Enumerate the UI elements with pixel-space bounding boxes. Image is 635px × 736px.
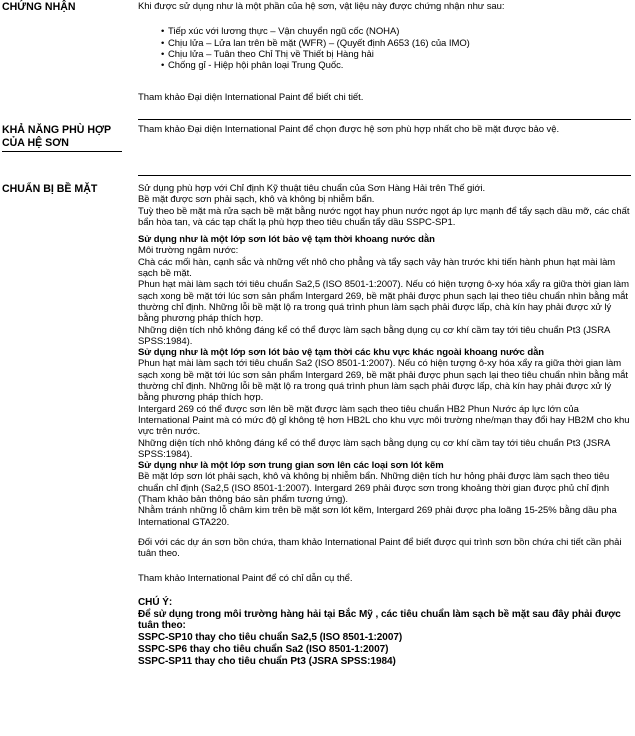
prep-paragraph: Chà các mối hàn, cạnh sắc và những vết nhô cho phẳng và tẩy sạch vảy hàn trước khi tiến hành phun hạt mài làm sạch bề mặt. bbox=[138, 256, 616, 280]
certification-body bbox=[138, 1, 631, 104]
prep-paragraph: Tham khảo International Paint để có chỉ dẫn cụ thể. bbox=[138, 572, 353, 584]
note-text: Để sử dụng trong môi trường hàng hải tại Bắc Mỹ , các tiêu chuẩn làm sạch bề mặt sau đây phải được tuân theo: bbox=[138, 608, 621, 632]
prep-paragraph: Những diện tích nhỏ không đáng kể có thể được làm sạch bằng dụng cụ cơ khí cầm tay tới tiêu chuẩn Pt3 (JSRA SPSS:1984). bbox=[138, 324, 610, 347]
heading-underline bbox=[2, 151, 122, 152]
prep-paragraph: Intergard 269 có thể được sơn lên bề mặt được làm sạch theo tiêu chuẩn HB2 Phun Nước áp lực lớn của International Paint mà có mức độ gỉ không tệ hơn HB2L cho khu vực môi trường nhe/mạn thay đổi hay HB2M cho khu vực trên nước. bbox=[138, 403, 630, 438]
list-item: • Chống gỉ - Hiệp hội phân loại Trung Quốc. bbox=[161, 60, 344, 72]
compatibility-text: Tham khảo Đại diện International Paint để chọn được hệ sơn phù hợp nhất cho bề mặt được bảo vệ. bbox=[138, 124, 560, 135]
note-line: SSPC-SP11 thay cho tiêu chuẩn Pt3 (JSRA SPSS:1984) bbox=[138, 655, 396, 667]
list-item: • Chịu lửa – Tuân theo Chỉ Thị về Thiết bị Hàng hải bbox=[161, 48, 374, 60]
subheading-ballast-tank: Sử dụng như là một lớp sơn lót bảo vệ tạm thời khoang nước dằn bbox=[138, 234, 435, 246]
section-divider bbox=[138, 119, 631, 120]
section-heading-compatibility: KHẢ NĂNG PHÙ HỢP CỦA HỆ SƠN bbox=[2, 124, 112, 149]
prep-paragraph: Bề mặt được sơn phải sạch, khô và không bị nhiễm bẩn. bbox=[138, 194, 375, 206]
prep-paragraph: Môi trường ngâm nước: bbox=[138, 245, 239, 257]
surface-prep-body bbox=[138, 183, 631, 668]
prep-paragraph: Tuỳ theo bề mặt mà rửa sạch bề mặt bằng nước ngọt hay phun nước ngọt áp lực mạnh để tẩy sạch dầu mỡ, các chất bẩn hòa tan, và các tạp chất lạ phù hợp theo tiêu chuẩn tẩy dầu SSPC-SP1. bbox=[138, 205, 630, 228]
bullet-icon: • bbox=[161, 26, 165, 38]
bullet-icon: • bbox=[161, 60, 165, 72]
certification-reference: Tham khảo Đại diện International Paint để biết chi tiết. bbox=[138, 92, 364, 104]
bullet-icon: • bbox=[161, 37, 165, 49]
prep-paragraph: Bề mặt lớp sơn lót phải sạch, khô và không bị nhiễm bẩn. Những diện tích hư hỏng phải được làm sạch theo tiêu chuẩn chỉ định (Sa2,5 (ISO 8501-1:2007). Intergard 269 phải được sơn trong khoảng thời gian được phủ chỉ định (Tham khảo bản thông báo sản phẩm tương ứng). bbox=[138, 471, 610, 506]
note-title: CHÚ Ý: bbox=[138, 596, 173, 608]
note-line: SSPC-SP10 thay cho tiêu chuẩn Sa2,5 (ISO 8501-1:2007) bbox=[138, 632, 403, 644]
subheading-zinc-primer: Sử dụng như là một lớp sơn trung gian sơn lên các loại sơn lót kẽm bbox=[138, 460, 444, 472]
prep-paragraph: Phun hạt mài làm sạch tới tiêu chuẩn Sa2 (ISO 8501-1:2007). Nếu có hiện tượng ô-xy hóa xẩy ra giữa thời gian làm sạch xong bề mặt tới lúc sơn sản phẩm Intergard 269, bề mặt phải được phun sạch lại theo tiêu chuẩn nhìn bằng mắt thường chỉ định. Những lỗi bề mặt lộ ra trong quá trình phun làm sạch phải được lấp, chà kín hay phải được xử lý bằng phương pháp thích hợp. bbox=[138, 358, 628, 404]
certification-intro: Khi được sử dụng như là một phần của hệ sơn, vật liệu này được chứng nhận như sau: bbox=[138, 1, 505, 12]
list-item: • Tiếp xúc với lương thực – Vận chuyển ngũ cốc (NOHA) bbox=[161, 26, 400, 38]
prep-paragraph: Phun hạt mài làm sạch tới tiêu chuẩn Sa2,5 (ISO 8501-1:2007). Nếu có hiện tượng ô-xy hóa xẩy ra giữa thời gian làm sạch xong bề mặt tới lúc sơn sản phẩm Intergard 269, bề mặt phải được phun sạch lại theo tiêu chuẩn nhìn bằng mắt thường chỉ định. Những lỗi bề mặt lộ ra trong quá trình phun làm sạch phải được lấp, chà kín hay phải được xử lý bằng phương pháp thích hợp. bbox=[138, 279, 629, 325]
bullet-icon: • bbox=[161, 48, 165, 60]
subheading-other-areas: Sử dụng như là một lớp sơn lót bảo vệ tạm thời các khu vực khác ngoài khoang nước dằn bbox=[138, 347, 545, 359]
certification-list bbox=[138, 26, 631, 71]
compatibility-body bbox=[138, 124, 631, 135]
note-line: SSPC-SP6 thay cho tiêu chuẩn Sa2 (ISO 8501-1:2007) bbox=[138, 643, 389, 655]
prep-paragraph: Đối với các dự án sơn bồn chứa, tham khảo International Paint để biết được qui trình sơn bồn chứa chi tiết cần phải tuân theo. bbox=[138, 536, 622, 560]
section-heading-surface-prep: CHUẨN BỊ BỀ MẶT bbox=[2, 183, 98, 195]
prep-paragraph: Sử dụng phù hợp với Chỉ định Kỹ thuật tiêu chuẩn của Sơn Hàng Hải trên Thế giới. bbox=[138, 183, 486, 194]
section-heading-certification: CHỨNG NHẬN bbox=[2, 1, 76, 13]
prep-paragraph: Những diện tích nhỏ không đáng kể có thể được làm sạch bằng dụng cụ cơ khí cầm tay tới tiêu chuẩn Pt3 (JSRA SPSS:1984). bbox=[138, 437, 610, 460]
section-divider bbox=[138, 175, 631, 176]
list-item: • Chịu lửa – Lửa lan trên bề mặt (WFR) – (Quyết định A653 (16) của IMO) bbox=[161, 37, 470, 49]
prep-paragraph: Nhằm tránh những lỗ châm kim trên bề mặt sơn lót kẽm, Intergard 269 phải được pha loãng 15-25% bằng dầu pha International GTA220. bbox=[138, 505, 617, 528]
